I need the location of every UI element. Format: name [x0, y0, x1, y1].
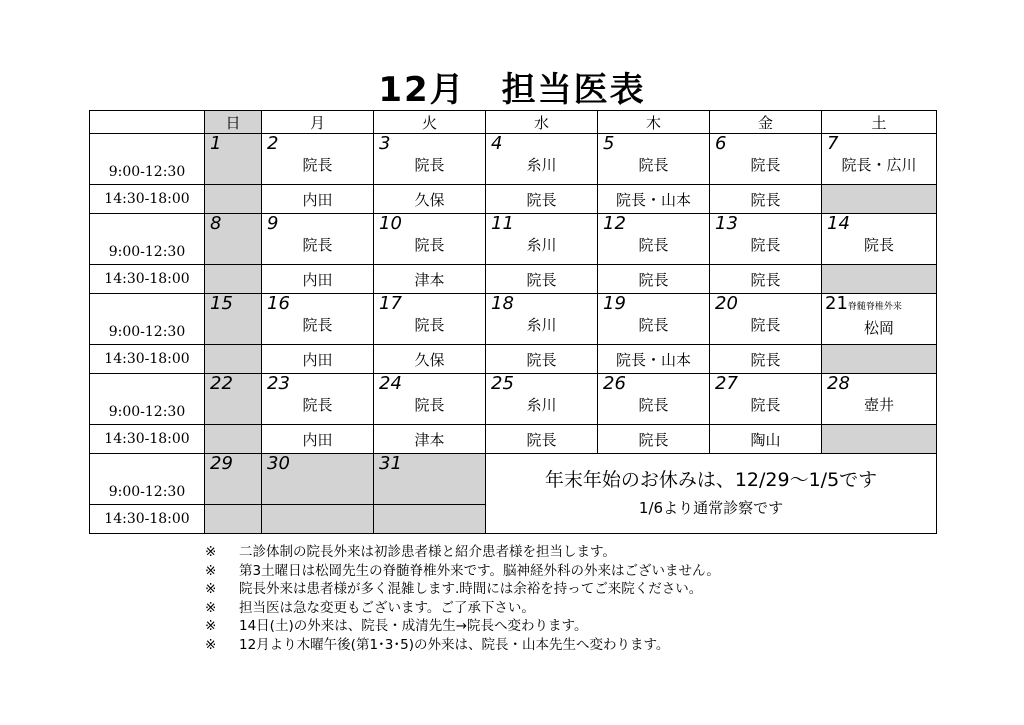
doctor-am: 院長 — [302, 316, 333, 334]
day-cell — [598, 294, 710, 345]
doctor-pm: 院長 — [598, 425, 710, 454]
holiday-notice-line2: 1/6より通常診察です — [638, 498, 784, 517]
doctor-pm: 院長 — [486, 265, 598, 294]
week4-pm-row — [90, 425, 937, 454]
day-cell — [374, 214, 486, 265]
day-number: 24 — [379, 373, 402, 394]
note-item — [205, 617, 720, 636]
doctor-am: 院長 — [750, 236, 781, 254]
doctor-pm: 院長・山本 — [598, 185, 710, 214]
day-cell-sun — [205, 374, 262, 425]
doctor-pm: 内田 — [262, 265, 374, 294]
week3-am-row — [90, 294, 937, 345]
day-number: 9 — [267, 213, 279, 234]
day-number: 8 — [210, 213, 222, 234]
week1-am-row — [90, 134, 937, 185]
pm-time-label: 14:30-18:00 — [90, 505, 205, 534]
note-item — [205, 580, 720, 599]
doctor-am: 松岡 — [863, 319, 894, 337]
doctor-pm: 津本 — [374, 425, 486, 454]
doctor-am: 院長 — [414, 396, 445, 414]
week5-am-row — [90, 454, 937, 505]
week3-pm-row — [90, 345, 937, 374]
day-cell — [710, 134, 822, 185]
doctor-pm: 内田 — [262, 425, 374, 454]
day-cell — [598, 374, 710, 425]
doctor-am: 院長 — [863, 236, 894, 254]
doctor-pm: 内田 — [262, 185, 374, 214]
day-number: 10 — [379, 213, 402, 234]
header-wed: 水 — [486, 111, 598, 134]
doctor-am: 院長 — [414, 156, 445, 174]
note-mark: ※ — [205, 562, 217, 579]
day-cell — [374, 134, 486, 185]
day-number: 7 — [827, 133, 839, 154]
day-number: 14 — [827, 213, 850, 234]
day-number: 27 — [715, 373, 738, 394]
note-text: 二診体制の院長外来は初診患者様と紹介患者様を担当します。 — [239, 544, 616, 560]
week2-pm-row — [90, 265, 937, 294]
header-tue: 火 — [374, 111, 486, 134]
notes-list — [205, 543, 720, 654]
closed-cell — [262, 505, 374, 534]
day-cell-sun — [205, 134, 262, 185]
day-cell-sat — [822, 374, 937, 425]
closed-cell — [205, 185, 262, 214]
am-time-label: 9:00-12:30 — [90, 294, 205, 345]
day-cell — [262, 294, 374, 345]
header-sat: 土 — [822, 111, 937, 134]
doctor-am: 院長 — [302, 156, 333, 174]
day-cell — [262, 214, 374, 265]
header-fri: 金 — [710, 111, 822, 134]
day-cell-sun — [205, 214, 262, 265]
am-time-label: 9:00-12:30 — [90, 214, 205, 265]
doctor-am: 糸川 — [526, 396, 557, 414]
note-text: 12月より木曜午後(第1･3･5)の外来は、院長・山本先生へ変わります。 — [239, 636, 670, 653]
closed-cell — [822, 185, 937, 214]
note-mark: ※ — [205, 599, 217, 616]
day-number: 28 — [827, 373, 850, 394]
closed-cell — [822, 345, 937, 374]
closed-cell — [822, 425, 937, 454]
doctor-pm: 院長・山本 — [598, 345, 710, 374]
header-sun: 日 — [205, 111, 262, 134]
day-cell — [486, 374, 598, 425]
title-text: 担当医表 — [501, 70, 646, 110]
note-text: 14日(土)の外来は、院長・成清先生→院長へ変わります。 — [239, 618, 588, 634]
day-number: 6 — [715, 133, 727, 154]
doctor-am: 院長 — [414, 316, 445, 334]
day-cell — [262, 374, 374, 425]
doctor-pm: 院長 — [486, 185, 598, 214]
note-item — [205, 636, 720, 655]
day-number-value: 21 — [825, 293, 848, 314]
doctor-am: 壺井 — [863, 396, 894, 414]
note-text: 第3土曜日は松岡先生の脊髄脊椎外来です。脳神経外科の外来はございません。 — [239, 562, 720, 579]
day-number: 2 — [267, 133, 279, 154]
day-cell — [374, 374, 486, 425]
am-time-label: 9:00-12:30 — [90, 374, 205, 425]
doctor-pm: 院長 — [710, 265, 822, 294]
note-text: 担当医は急な変更もございます。ご了承下さい。 — [239, 599, 535, 616]
doctor-pm: 院長 — [486, 345, 598, 374]
title-month: 12月 — [378, 70, 466, 110]
week4-am-row — [90, 374, 937, 425]
day-cell — [598, 134, 710, 185]
page-title — [0, 70, 1024, 110]
closed-cell — [822, 265, 937, 294]
day-cell — [486, 214, 598, 265]
closed-cell — [205, 265, 262, 294]
doctor-am: 院長 — [638, 236, 669, 254]
doctor-pm: 津本 — [374, 265, 486, 294]
am-time-label: 9:00-12:30 — [90, 134, 205, 185]
doctor-pm: 陶山 — [710, 425, 822, 454]
day-cell-closed — [374, 454, 486, 505]
doctor-am: 院長 — [414, 236, 445, 254]
pm-time-label: 14:30-18:00 — [90, 185, 205, 214]
header-mon: 月 — [262, 111, 374, 134]
week1-pm-row — [90, 185, 937, 214]
pm-time-label: 14:30-18:00 — [90, 265, 205, 294]
doctor-am: 院長 — [302, 396, 333, 414]
schedule-table — [89, 110, 937, 534]
day-number: 4 — [491, 133, 503, 154]
day-number: 5 — [603, 133, 615, 154]
day-number: 11 — [491, 213, 514, 234]
day-number: 22 — [210, 373, 233, 394]
doctor-am: 院長 — [638, 156, 669, 174]
doctor-am: 糸川 — [526, 236, 557, 254]
closed-cell — [205, 345, 262, 374]
note-mark: ※ — [205, 636, 217, 653]
note-item — [205, 599, 720, 618]
day-number: 23 — [267, 373, 290, 394]
day-cell — [710, 374, 822, 425]
doctor-pm: 院長 — [486, 425, 598, 454]
closed-cell — [205, 425, 262, 454]
day-cell — [262, 134, 374, 185]
doctor-am: 院長 — [750, 396, 781, 414]
day-cell — [374, 294, 486, 345]
note-item — [205, 543, 720, 562]
day-cell — [486, 294, 598, 345]
pm-time-label: 14:30-18:00 — [90, 425, 205, 454]
day-cell-sat — [822, 214, 937, 265]
day-cell — [598, 214, 710, 265]
doctor-am: 院長 — [638, 396, 669, 414]
day-cell — [710, 214, 822, 265]
pm-time-label: 14:30-18:00 — [90, 345, 205, 374]
day-cell-closed — [262, 454, 374, 505]
header-blank — [90, 111, 205, 134]
day-number: 13 — [715, 213, 738, 234]
doctor-pm: 久保 — [374, 345, 486, 374]
holiday-notice-line1: 年末年始のお休みは、12/29～1/5です — [544, 468, 878, 491]
closed-cell — [374, 505, 486, 534]
day-cell-sat — [822, 134, 937, 185]
day-cell-sat — [822, 294, 937, 345]
day-number: 30 — [267, 453, 290, 474]
day-number: 20 — [715, 293, 738, 314]
day-number: 1 — [210, 133, 222, 154]
day-cell-sun — [205, 294, 262, 345]
day-cell — [710, 294, 822, 345]
day-number: 31 — [379, 453, 402, 474]
day-number: 18 — [491, 293, 514, 314]
day-cell — [486, 134, 598, 185]
header-thu: 木 — [598, 111, 710, 134]
day-number: 29 — [210, 453, 233, 474]
day-number: 26 — [603, 373, 626, 394]
doctor-am: 糸川 — [526, 316, 557, 334]
doctor-pm: 久保 — [374, 185, 486, 214]
note-mark: ※ — [205, 581, 217, 597]
holiday-notice — [486, 454, 937, 534]
doctor-pm: 内田 — [262, 345, 374, 374]
day-number: 3 — [379, 133, 391, 154]
spine-clinic-note: 脊髄脊椎外来 — [847, 302, 902, 312]
closed-cell — [205, 505, 262, 534]
doctor-am: 糸川 — [526, 156, 557, 174]
doctor-am: 院長・広川 — [841, 156, 917, 174]
doctor-am: 院長 — [638, 316, 669, 334]
am-time-label: 9:00-12:30 — [90, 454, 205, 505]
note-mark: ※ — [205, 544, 217, 560]
doctor-pm: 院長 — [710, 185, 822, 214]
day-number: 12 — [603, 213, 626, 234]
day-cell-sun — [205, 454, 262, 505]
note-item — [205, 562, 720, 581]
week2-am-row — [90, 214, 937, 265]
note-mark: ※ — [205, 618, 217, 634]
day-number: 16 — [267, 293, 290, 314]
doctor-pm: 院長 — [598, 265, 710, 294]
day-number: 15 — [210, 293, 233, 314]
note-text: 院長外来は患者様が多く混雑します.時間には余裕を持ってご来院ください。 — [239, 581, 703, 597]
doctor-am: 院長 — [302, 236, 333, 254]
doctor-am: 院長 — [750, 316, 781, 334]
day-number: 17 — [379, 293, 402, 314]
day-number: 19 — [603, 293, 626, 314]
day-number — [822, 294, 936, 317]
header-row — [90, 111, 937, 134]
doctor-pm: 院長 — [710, 345, 822, 374]
doctor-am: 院長 — [750, 156, 781, 174]
day-number: 25 — [491, 373, 514, 394]
